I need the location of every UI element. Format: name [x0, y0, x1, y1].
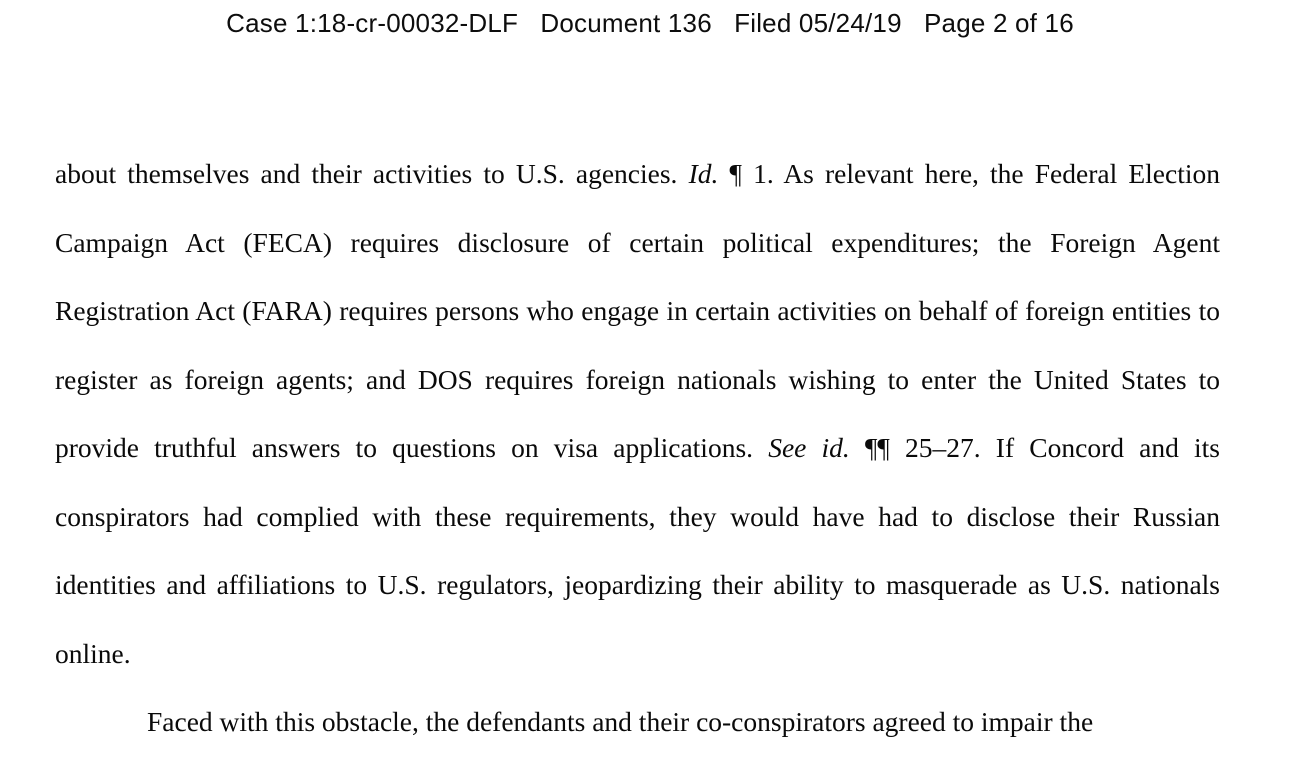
citation-id: Id.	[688, 158, 719, 189]
paragraph-faced	[55, 688, 1220, 757]
citation-see-id: See id.	[768, 432, 850, 463]
court-filing-header: Case 1:18-cr-00032-DLF Document 136 Filed 05/24/19 Page 2 of 16	[226, 8, 1074, 38]
text-run: ¶¶ 25–27. If Concord and its conspirators had complied with these requirements, they would have had to disclose their Russian identities and affiliations to U.S. regulators, jeopardizing their ability to masquerade as U.S. nationals online.	[55, 432, 1220, 669]
text-run: ¶ 1. As relevant here, the Federal Election Campaign Act (FECA) requires disclosure of certain political expenditures; the Foreign Agent Registration Act (FARA) requires persons who engage in certain activities on behalf of foreign entities to register as foreign agents; and DOS requires foreign nationals wishing to enter the United States to provide truthful answers to questions on visa applications.	[55, 158, 1220, 463]
text-run: Faced with this obstacle, the defendants and their co-conspirators agreed to impair the	[147, 706, 1094, 737]
paragraph-continued	[55, 140, 1220, 688]
document-body	[55, 140, 1220, 757]
text-run: about themselves and their activities to U.S. agencies.	[55, 158, 689, 189]
